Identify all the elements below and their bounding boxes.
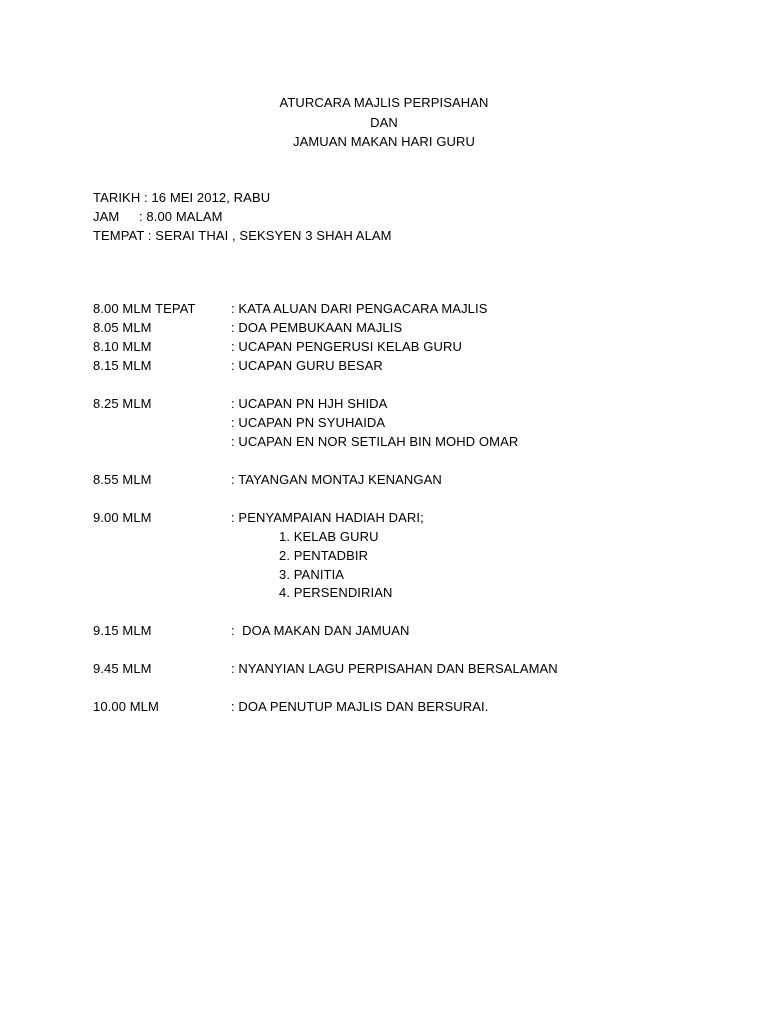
- event-venue: TEMPAT : SERAI THAI , SEKSYEN 3 SHAH ALAM: [93, 228, 392, 243]
- schedule-time: 10.00 MLM: [93, 699, 159, 714]
- schedule-item: : DOA MAKAN DAN JAMUAN: [231, 623, 410, 638]
- schedule-item: : UCAPAN PENGERUSI KELAB GURU: [231, 339, 462, 354]
- title-line-1: ATURCARA MAJLIS PERPISAHAN: [279, 95, 489, 110]
- schedule-time: 8.05 MLM: [93, 320, 152, 335]
- schedule-time: 8.00 MLM TEPAT: [93, 301, 196, 316]
- schedule-item: : TAYANGAN MONTAJ KENANGAN: [231, 472, 442, 487]
- schedule-time: 9.45 MLM: [93, 661, 152, 676]
- schedule-item: : UCAPAN PN SYUHAIDA: [231, 415, 386, 430]
- schedule-time: 9.15 MLM: [93, 623, 152, 638]
- schedule-item: : NYANYIAN LAGU PERPISAHAN DAN BERSALAMAN: [231, 661, 558, 676]
- schedule-item: : DOA PENUTUP MAJLIS DAN BERSURAI.: [231, 699, 489, 714]
- schedule-item: : UCAPAN PN HJH SHIDA: [231, 396, 388, 411]
- event-date: TARIKH : 16 MEI 2012, RABU: [93, 190, 271, 205]
- schedule-item: : KATA ALUAN DARI PENGACARA MAJLIS: [231, 301, 488, 316]
- title-line-3: JAMUAN MAKAN HARI GURU: [292, 134, 476, 149]
- event-time-value: : 8.00 MALAM: [139, 209, 223, 224]
- event-time-label: JAM: [93, 209, 120, 224]
- schedule-subitem: 4. PERSENDIRIAN: [279, 585, 393, 600]
- schedule-subitem: 3. PANITIA: [279, 567, 345, 582]
- schedule-subitem: 1. KELAB GURU: [279, 529, 379, 544]
- schedule-time: 8.15 MLM: [93, 358, 152, 373]
- schedule-item: : PENYAMPAIAN HADIAH DARI;: [231, 510, 424, 525]
- title-line-2: DAN: [370, 115, 398, 130]
- schedule-item: : DOA PEMBUKAAN MAJLIS: [231, 320, 403, 335]
- schedule-item: : UCAPAN GURU BESAR: [231, 358, 383, 373]
- schedule-time: 8.25 MLM: [93, 396, 152, 411]
- schedule-time: 8.10 MLM: [93, 339, 152, 354]
- schedule-item: : UCAPAN EN NOR SETILAH BIN MOHD OMAR: [231, 434, 519, 449]
- schedule-time: 9.00 MLM: [93, 510, 152, 525]
- schedule-time: 8.55 MLM: [93, 472, 152, 487]
- schedule-subitem: 2. PENTADBIR: [279, 548, 369, 563]
